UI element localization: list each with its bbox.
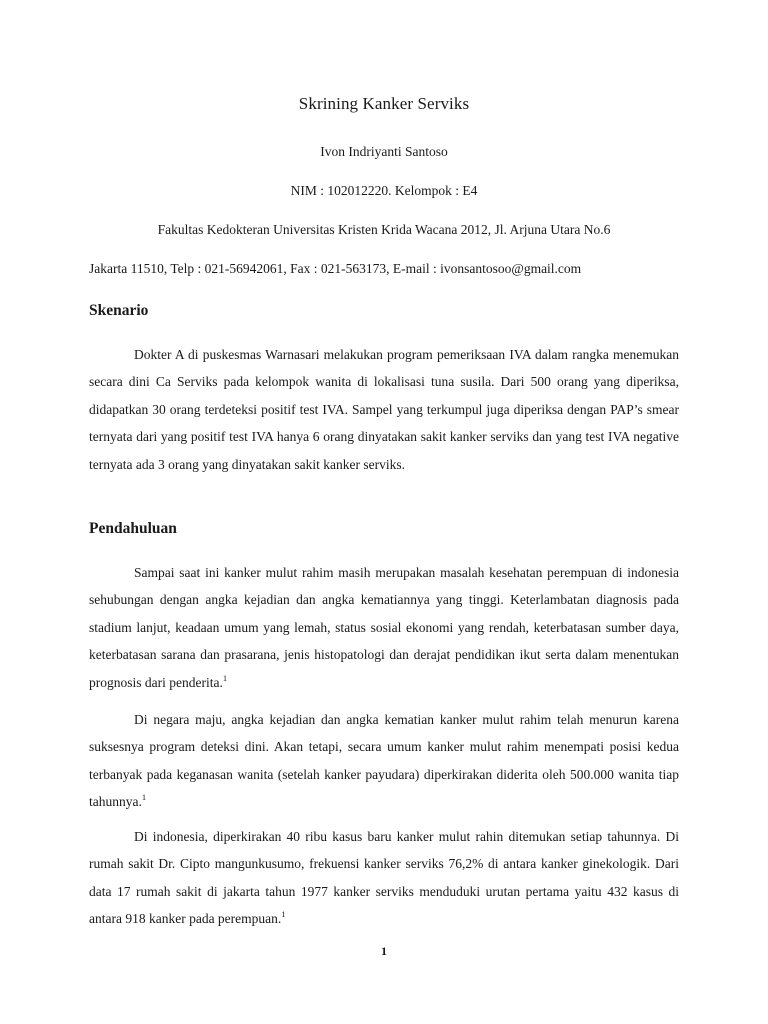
address-line: Jakarta 11510, Telp : 021-56942061, Fax : 021-563173, E-mail : ivonsantosoo@gmail.com: [89, 261, 582, 276]
page-number: 1: [381, 944, 387, 958]
skenario-heading: Skenario: [89, 302, 149, 319]
skenario-paragraph: [89, 341, 679, 478]
reference-marker: 1: [222, 672, 228, 683]
author-name: Ivon Indriyanti Santoso: [320, 144, 448, 159]
paragraph-text: Di negara maju, angka kejadian dan angka kematian kanker mulut rahim telah menurun karena suksesnya program deteksi dini. Akan tetapi, secara umum kanker mulut rahim menempati posisi kedua terbanyak pada keganasan wanita (setelah kanker payudara) diperkirakan diderita oleh 500.000 wanita tiap tahunnya.: [89, 712, 679, 810]
paragraph-text: Sampai saat ini kanker mulut rahim masih merupakan masalah kesehatan perempuan di indonesia sehubungan dengan angka kejadian dan angka kematiannya yang tinggi. Keterlambatan diagnosis pada stadium lanjut, keadaan umum yang lemah, status sosial ekonomi yang rendah, keterbatasan sumber daya, keterbatasan sarana dan prasarana, jenis histopatologi dan derajat pendidikan ikut serta dalam menentukan prognosis dari penderita.: [89, 565, 679, 690]
pendahuluan-paragraph-2: [89, 706, 679, 816]
pendahuluan-paragraph-1: [89, 559, 679, 696]
nim-line: NIM : 102012220. Kelompok : E4: [290, 183, 478, 198]
reference-marker: 1: [141, 792, 147, 803]
skenario-text: Dokter A di puskesmas Warnasari melakukan program pemeriksaan IVA dalam rangka menemukan secara dini Ca Serviks pada kelompok wanita di lokalisasi tuna susila. Dari 500 orang yang diperiksa, didapatkan 30 orang terdeteksi positif test IVA. Sampel yang terkumpul juga diperiksa dengan PAP’s smear ternyata dari yang positif test IVA hanya 6 orang dinyatakan sakit kanker serviks dan yang test IVA negative ternyata ada 3 orang yang dinyatakan sakit kanker serviks.: [89, 347, 679, 472]
pendahuluan-paragraph-3: [89, 823, 679, 933]
paragraph-text: Di indonesia, diperkirakan 40 ribu kasus baru kanker mulut rahin ditemukan setiap tahunnya. Di rumah sakit Dr. Cipto mangunkusumo, frekuensi kanker serviks 76,2% di antara kanker ginekologik. Dari data 17 rumah sakit di jakarta tahun 1977 kanker serviks menduduki urutan pertama yaitu 432 kasus di antara 918 kanker pada perempuan.: [89, 829, 679, 927]
pendahuluan-heading: Pendahuluan: [89, 520, 177, 537]
reference-marker: 1: [281, 909, 286, 920]
document-title: Skrining Kanker Serviks: [298, 94, 470, 113]
faculty-line: Fakultas Kedokteran Universitas Kristen Krida Wacana 2012, Jl. Arjuna Utara No.6: [157, 222, 611, 237]
